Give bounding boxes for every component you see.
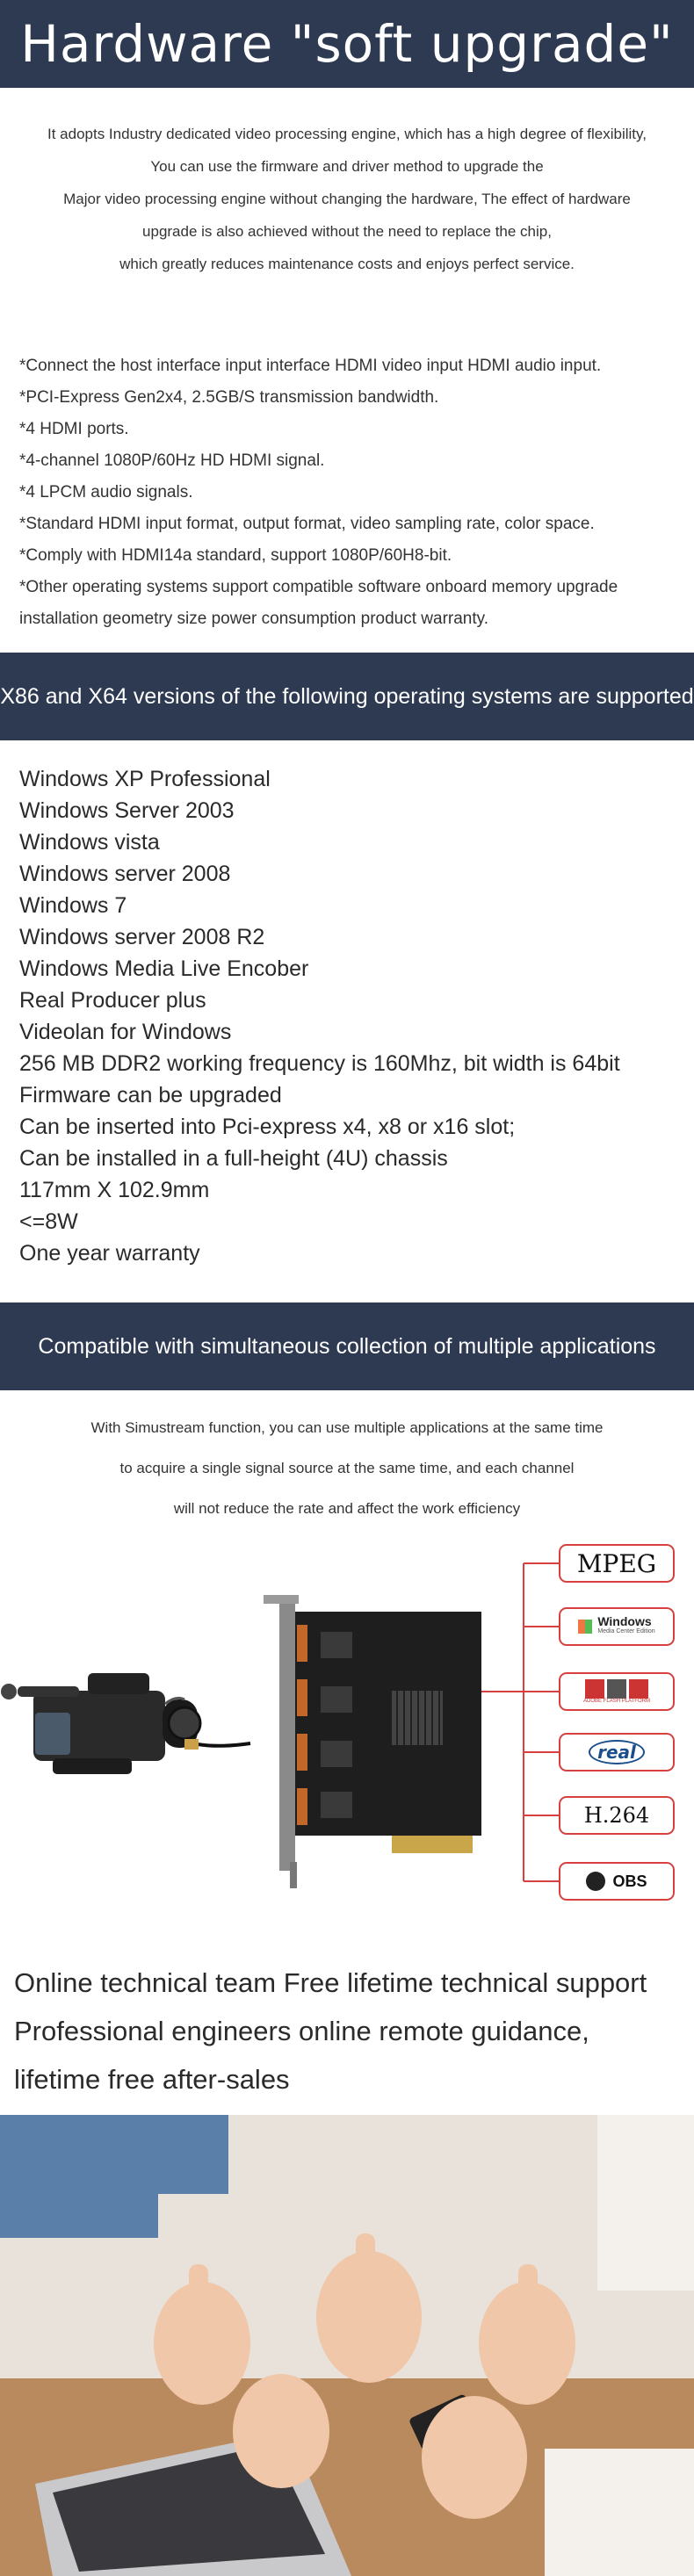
list-item: Windows 7 [19,893,127,918]
simustream-line: will not reduce the rate and affect the work efficiency [173,1500,521,1517]
intro-line: upgrade is also achieved without the need to replace the chip, [142,223,552,240]
list-item: Windows vista [19,830,160,855]
list-item: Firmware can be upgraded [19,1083,282,1108]
support-line: lifetime free after-sales [14,2064,290,2095]
h264-logo: H.264 [559,1796,675,1835]
flash-icon [585,1679,604,1699]
intro-line: It adopts Industry dedicated video processing engine, which has a high degree of flexibility, [47,126,647,142]
list-item: Windows XP Professional [19,767,271,791]
feature-item: *4 HDMI ports. [19,420,129,438]
feature-item: *Comply with HDMI14a standard, support 1080P/60H8-bit. [19,546,452,565]
pci-bracket [264,1595,299,1888]
windows-media-center-logo: Windows Media Center Edition [559,1607,675,1646]
list-item: Windows server 2008 [19,862,231,886]
thumbs-up-team-photo [0,2115,694,2576]
feature-item: *Other operating systems support compatible software onboard memory upgrade [19,578,618,596]
list-item: One year warranty [19,1241,200,1266]
hdmi-plug [184,1739,199,1750]
camcorder-icon [1,1673,200,1774]
simustream-line: With Simustream function, you can use multiple applications at the same time [90,1419,604,1436]
pcie-gold-fingers [392,1836,473,1853]
hero-banner [0,0,694,88]
air-icon [629,1679,648,1699]
heatsink-fins [397,1691,439,1745]
support-statement [14,1959,647,2103]
intro-line: You can use the firmware and driver method to upgrade the [150,158,544,175]
list-item: Can be inserted into Pci-express x4, x8 or x16 slot; [19,1115,516,1139]
os-section-heading: X86 and X64 versions of the following operating systems are supported [0,683,694,709]
feature-item: *4 LPCM audio signals. [19,483,193,501]
os-support-list [0,763,694,1269]
simustream-line: to acquire a single signal source at the same time, and each channel [119,1460,575,1476]
list-item: Can be installed in a full-height (4U) chassis [19,1146,448,1171]
flex-icon [607,1679,626,1699]
compat-section-banner [0,1302,694,1390]
intro-line: Major video processing engine without changing the hardware, The effect of hardware [63,191,631,207]
mpeg-logo: MPEG [559,1544,675,1583]
product-diagram [0,1528,694,1923]
windows-flag-icon [578,1620,592,1634]
compat-section-heading: Compatible with simultaneous collection of multiple applications [38,1333,656,1359]
list-item: Windows Server 2003 [19,798,235,823]
list-item: 117mm X 102.9mm [19,1178,210,1202]
list-item: Windows server 2008 R2 [19,925,265,949]
feature-item: installation geometry size power consumption product warranty. [19,610,489,628]
list-item: 256 MB DDR2 working frequency is 160Mhz, bit width is 64bit [19,1051,620,1076]
feature-item: *Standard HDMI input format, output format, video sampling rate, color space. [19,515,595,533]
adobe-flash-logo: ADOBE FLASH PLATFORM [559,1672,675,1711]
feature-item: *Connect the host interface input interface HDMI video input HDMI audio input. [19,357,602,375]
list-item: Windows Media Live Encober [19,956,309,981]
list-item: Videolan for Windows [19,1020,232,1044]
obs-logo: OBS [559,1862,675,1901]
support-line: Online technical team Free lifetime technical support [14,1967,647,1998]
simustream-paragraph [0,1408,694,1529]
list-item: <=8W [19,1209,78,1234]
obs-icon [586,1872,605,1891]
hdmi-cable [198,1743,250,1746]
list-item: Real Producer plus [19,988,206,1013]
real-logo: real [559,1733,675,1771]
intro-line: which greatly reduces maintenance costs and enjoys perfect service. [119,256,575,272]
feature-item: *4-channel 1080P/60Hz HD HDMI signal. [19,451,325,470]
feature-list [0,350,694,635]
os-section-banner [0,653,694,740]
connector-lines [481,1563,559,1881]
page-title: Hardware "soft upgrade" [20,14,674,74]
support-line: Professional engineers online remote guidance, [14,2016,589,2046]
feature-item: *PCI-Express Gen2x4, 2.5GB/S transmission bandwidth. [19,388,439,407]
intro-paragraph [0,88,694,280]
